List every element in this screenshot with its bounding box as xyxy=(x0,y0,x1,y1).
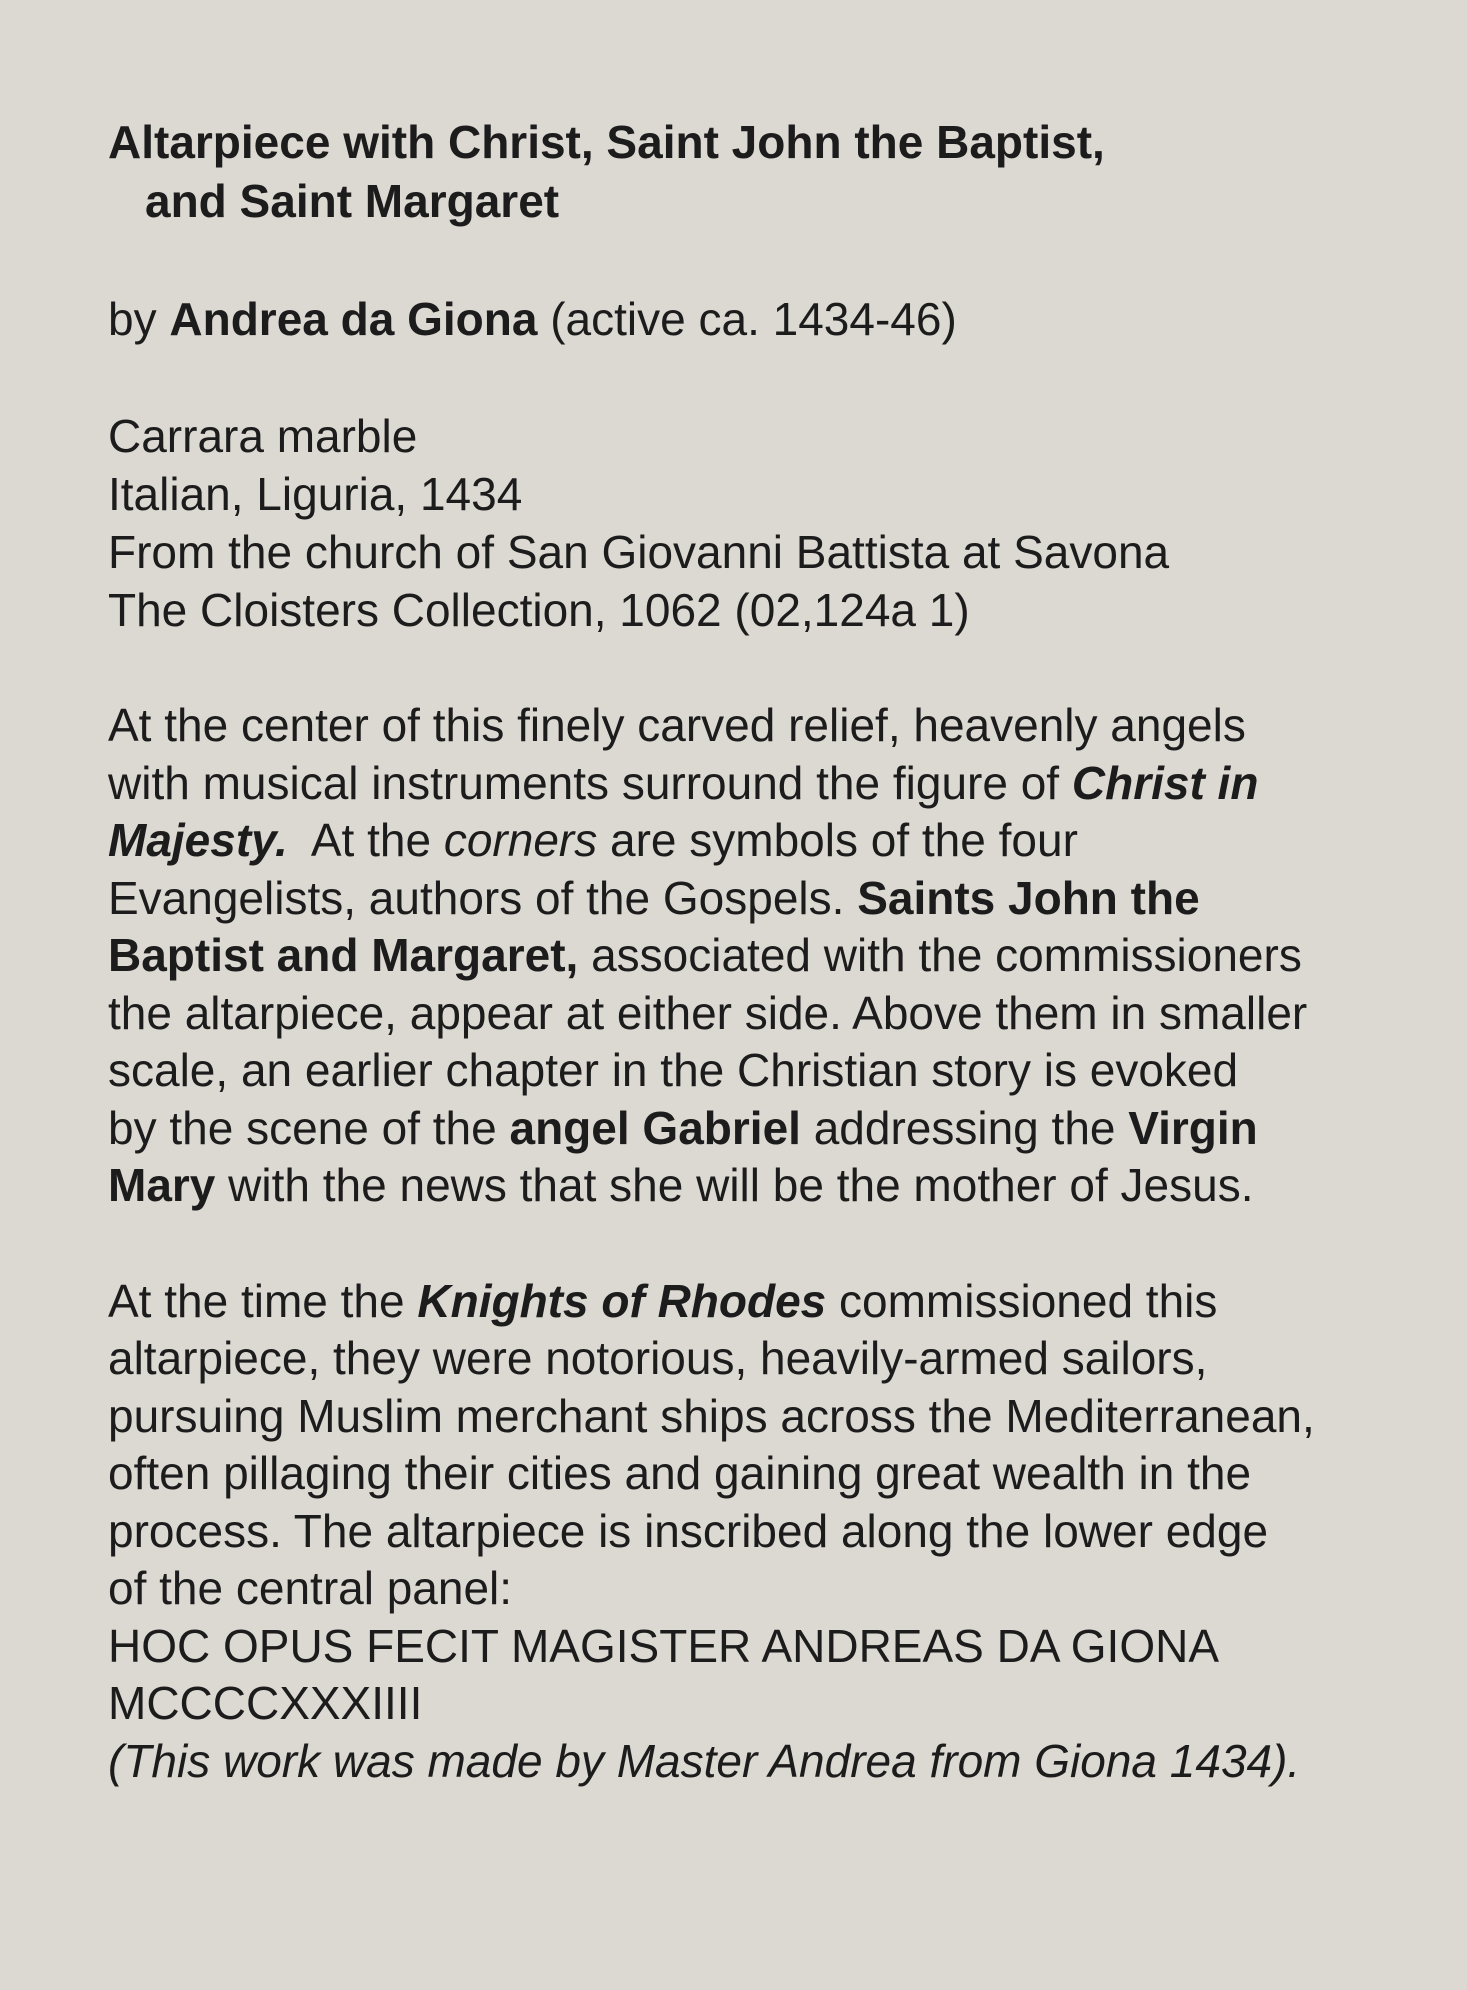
artist-prefix: by xyxy=(108,293,170,345)
artwork-title xyxy=(108,113,1398,231)
p1-line: scale, an earlier chapter in the Christian story is evoked xyxy=(108,1044,1239,1096)
p1-line xyxy=(108,870,1398,928)
p2-text: commissioned this xyxy=(826,1274,1218,1327)
description-paragraph-1 xyxy=(108,697,1398,1215)
p2-line xyxy=(108,1273,1398,1331)
p1-text: At the xyxy=(287,814,444,866)
artist-name: Andrea da Giona xyxy=(169,293,538,345)
title-line-1: Altarpiece with Christ, Saint John the Baptist, xyxy=(108,116,1105,168)
museum-label xyxy=(108,113,1398,1790)
inscription-date: MCCCCXXXIIII xyxy=(108,1677,423,1729)
p1-text: Evangelists, authors of the Gospels. xyxy=(108,871,858,924)
emphasis-baptist-margaret: Baptist and Margaret, xyxy=(108,929,579,981)
p2-line: pursuing Muslim merchant ships across the Mediterranean, xyxy=(108,1389,1315,1442)
p1-line xyxy=(108,1100,1398,1158)
artist-dates: (active ca. 1434-46) xyxy=(537,293,957,345)
p2-line: altarpiece, they were notorious, heavily-armed sailors, xyxy=(108,1332,1208,1384)
collection-credit: The Cloisters Collection, 1062 (02,124a 1) xyxy=(108,584,970,636)
p1-line xyxy=(108,927,1398,985)
emphasis-virgin: Virgin xyxy=(1128,1101,1258,1154)
p1-line xyxy=(108,1157,1398,1215)
p1-line: At the center of this finely carved relief, heavenly angels xyxy=(108,699,1246,751)
title-line-2: and Saint Margaret xyxy=(145,175,560,227)
artist-attribution xyxy=(108,290,1398,349)
emphasis-majesty: Majesty. xyxy=(108,814,288,866)
provenance: From the church of San Giovanni Battista at Savona xyxy=(108,526,1170,578)
p1-text: with the news that she will be the mother of Jesus. xyxy=(215,1159,1254,1211)
inscription-line: HOC OPUS FECIT MAGISTER ANDREAS DA GIONA xyxy=(108,1619,1220,1672)
p1-text: associated with the commissioners xyxy=(578,929,1302,981)
emphasis-angel-gabriel: angel Gabriel xyxy=(509,1101,801,1154)
p2-text: At the time the xyxy=(108,1274,418,1327)
p1-text: addressing the xyxy=(800,1101,1129,1154)
emphasis-corners: corners xyxy=(443,814,598,866)
p2-line: often pillaging their cities and gaining great wealth in the xyxy=(108,1447,1252,1499)
p1-line xyxy=(108,755,1398,813)
p2-line: of the central panel: xyxy=(108,1562,513,1614)
p1-line: the altarpiece, appear at either side. Above them in smaller xyxy=(108,986,1308,1039)
p1-text: with musical instruments surround the figure of xyxy=(108,756,1072,809)
emphasis-mary: Mary xyxy=(108,1159,216,1211)
emphasis-saints: Saints John the xyxy=(857,871,1200,924)
medium: Carrara marble xyxy=(108,410,418,462)
emphasis-christ-in: Christ in xyxy=(1071,756,1259,809)
p1-text: by the scene of the xyxy=(108,1101,510,1154)
p1-text: are symbols of the four xyxy=(597,814,1078,866)
emphasis-knights-of-rhodes: Knights of Rhodes xyxy=(417,1274,827,1327)
inscription-translation xyxy=(108,1733,1398,1791)
p2-line: process. The altarpiece is inscribed along the lower edge xyxy=(108,1504,1269,1557)
artwork-metadata xyxy=(108,407,1398,639)
origin: Italian, Liguria, 1434 xyxy=(108,468,523,520)
translation-text: (This work was made by Master Andrea from Giona 1434). xyxy=(108,1734,1301,1787)
description-paragraph-2 xyxy=(108,1273,1398,1791)
p1-line xyxy=(108,812,1398,870)
